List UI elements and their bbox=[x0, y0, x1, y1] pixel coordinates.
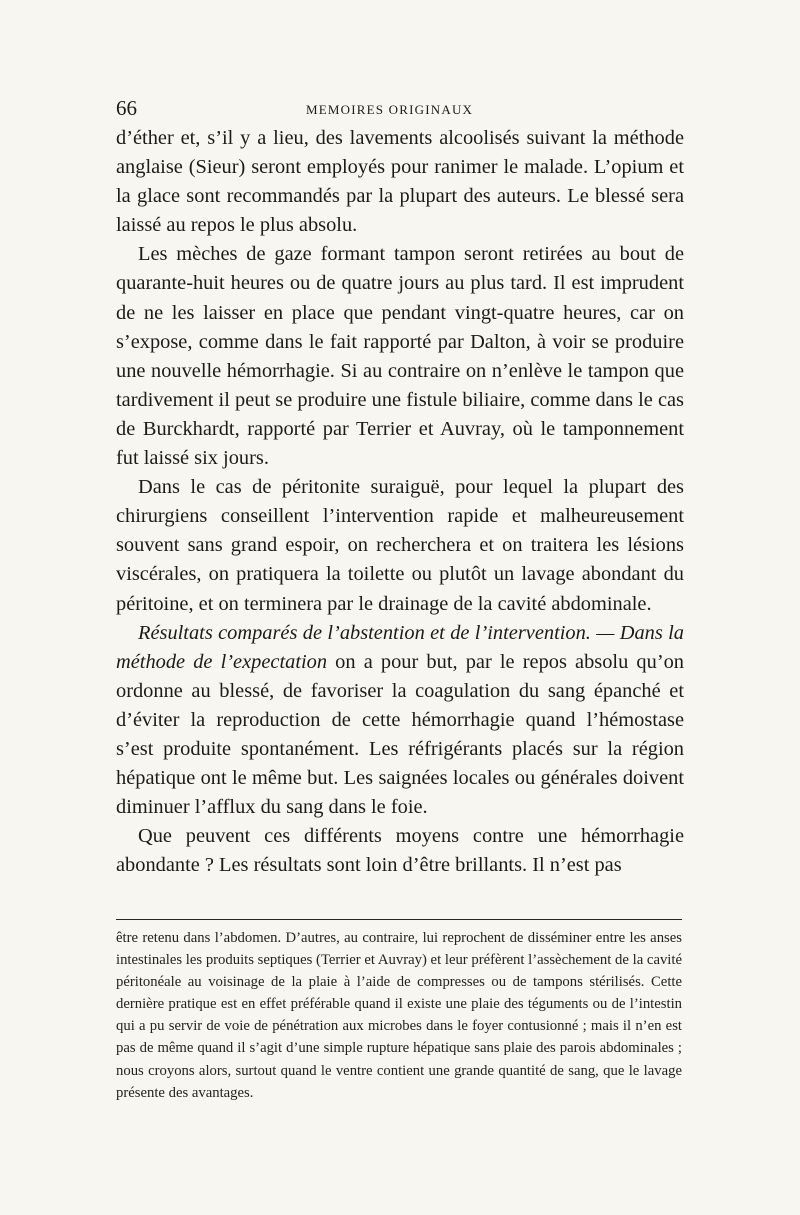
footnote-text: être retenu dans l’abdomen. D’autres, au contraire, lui reprochent de disséminer entre les anses intestinales les produits septiques (Terrier et Auvray) et leur préfèrent l’assèchement de la cavité péritonéale au voisinage de la plaie à l’aide de compresses ou de tampons stérilisés. Cette dernière pratique est en effet préférable quand il existe une plaie des téguments ou de l’intestin qui a pu servir de voie de pénétration aux microbes dans le foyer contusionné ; mais il n’en est pas de même quand il s’agit d’une simple rupture hépatique sans plaie des parois abdominales ; nous croyons alors, surtout quand le ventre contient une grande quantité de sang, que le lavage présente des avantages. bbox=[116, 930, 682, 1101]
running-head: MEMOIRES ORIGINAUX bbox=[306, 102, 474, 117]
page-header bbox=[116, 96, 686, 124]
page-number: 66 bbox=[116, 96, 137, 120]
paragraph-3: Dans le cas de péritonite suraiguë, pour lequel la plupart des chirurgiens conseillent l’intervention rapide et malheureusement souvent sans grand espoir, on recherchera et on traitera les lésions viscérales, on pratiquera la toilette ou plutôt un lavage abondant du péritoine, et on terminera par le drainage de la cavité abdominale. bbox=[116, 476, 684, 615]
footnote bbox=[116, 927, 682, 1104]
paragraph-2: Les mèches de gaze formant tampon seront retirées au bout de quarante-huit heures ou de quatre jours au plus tard. Il est imprudent de ne les laisser en place que pendant vingt-quatre heures, car on s’expose, comme dans le fait rapporté par Dalton, à voir se produire une nouvelle hémorrhagie. Si au contraire on n’enlève le tampon que tardivement il peut se produire une fistule biliaire, comme dans le cas de Burckhardt, rapporté par Terrier et Auvray, où le tamponnement fut laissé six jours. bbox=[116, 243, 684, 470]
main-text bbox=[116, 124, 684, 880]
paragraph-4 bbox=[116, 619, 684, 823]
paragraph-1: d’éther et, s’il y a lieu, des lavements alcoolisés suivant la méthode anglaise (Sieur) seront employés pour ranimer le malade. L’opium et la glace sont recommandés par la plupart des auteurs. Le blessé sera laissé au repos le plus absolu. bbox=[116, 127, 684, 237]
paragraph-4-text: on a pour but, par le repos absolu qu’on ordonne au blessé, de favoriser la coagulation du sang épanché et d’éviter la reproduction de cette hémorrhagie quand l’hémostase s’est produite spontanément. Les réfrigérants placés sur la région hépatique ont le même but. Les saignées locales ou générales doivent diminuer l’afflux du sang dans le foie. bbox=[116, 650, 685, 819]
paragraph-5: Que peuvent ces différents moyens contre une hémorrhagie abondante ? Les résultats sont loin d’être brillants. Il n’est pas bbox=[116, 825, 684, 877]
footnote-rule bbox=[116, 919, 682, 920]
section-heading-italic: Résultats comparés de l’abstention et de l’intervention. — Dans la méthode de l’expectation bbox=[116, 621, 684, 673]
